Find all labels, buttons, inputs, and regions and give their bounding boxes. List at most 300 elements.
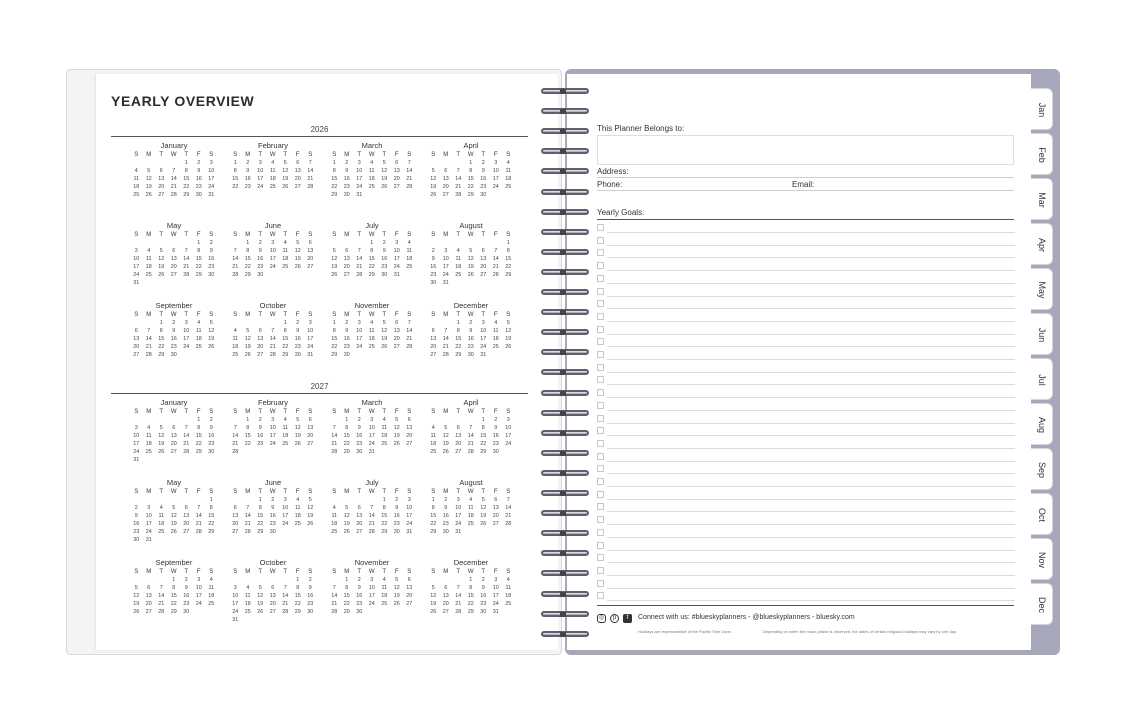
- month-grid: [328, 151, 416, 199]
- goal-line[interactable]: [607, 537, 1015, 538]
- day-cell: 26: [282, 184, 289, 190]
- day-cell: 11: [368, 328, 375, 334]
- day-cell: 5: [308, 497, 312, 503]
- tab-jul[interactable]: [1031, 358, 1053, 400]
- goal-line[interactable]: [607, 397, 1015, 398]
- day-cell: 11: [133, 176, 140, 182]
- weekday-header: M: [344, 232, 350, 238]
- goal-line[interactable]: [607, 575, 1015, 576]
- goal-line[interactable]: [607, 372, 1015, 373]
- day-cell: 15: [467, 593, 474, 599]
- goal-checkbox[interactable]: [597, 249, 604, 256]
- tab-dec[interactable]: [1031, 583, 1053, 625]
- goal-checkbox[interactable]: [597, 529, 604, 536]
- month-block: [427, 558, 515, 616]
- goal-checkbox[interactable]: [597, 389, 604, 396]
- day-cell: 26: [145, 192, 152, 198]
- weekday-header: T: [283, 489, 288, 495]
- goal-line[interactable]: [607, 524, 1015, 525]
- goal-line[interactable]: [607, 423, 1015, 424]
- day-cell: 1: [209, 497, 213, 503]
- goal-line[interactable]: [607, 245, 1015, 246]
- weekday-header: T: [382, 152, 387, 158]
- day-cell: 11: [195, 328, 202, 334]
- day-cell: 26: [381, 344, 388, 350]
- day-cell: 5: [431, 168, 435, 174]
- goal-line[interactable]: [607, 511, 1015, 512]
- empty-cell: [440, 416, 453, 424]
- goal-line[interactable]: [607, 384, 1015, 385]
- day-cell: 24: [356, 184, 363, 190]
- weekday-header: T: [481, 489, 486, 495]
- weekday-header: F: [394, 569, 399, 575]
- goal-line[interactable]: [607, 448, 1015, 449]
- goal-line[interactable]: [607, 270, 1015, 271]
- empty-cell: [242, 576, 255, 584]
- day-cell: 9: [258, 248, 262, 254]
- day-cell: 15: [244, 433, 251, 439]
- empty-cell: [229, 416, 242, 424]
- day-cell: 28: [368, 529, 375, 535]
- day-cell: 27: [492, 521, 499, 527]
- goal-checkbox[interactable]: [597, 465, 604, 472]
- day-cell: 18: [269, 176, 276, 182]
- day-cell: 22: [480, 441, 487, 447]
- day-cell: 3: [456, 497, 460, 503]
- spiral-ring: [541, 227, 589, 237]
- day-cell: 3: [134, 248, 138, 254]
- day-cell: 1: [296, 577, 300, 583]
- goal-checkbox[interactable]: [597, 288, 604, 295]
- goal-line[interactable]: [607, 499, 1015, 500]
- goal-checkbox[interactable]: [597, 262, 604, 269]
- day-cell: 14: [145, 336, 152, 342]
- day-cell: 24: [269, 441, 276, 447]
- day-cell: 14: [467, 433, 474, 439]
- goal-checkbox[interactable]: [597, 364, 604, 371]
- day-cell: 27: [269, 609, 276, 615]
- day-cell: 2: [395, 497, 399, 503]
- day-cell: 16: [393, 513, 400, 519]
- weekday-header: S: [506, 489, 511, 495]
- day-cell: 13: [393, 328, 400, 334]
- day-cell: 16: [257, 433, 264, 439]
- day-cell: 3: [444, 248, 448, 254]
- day-cell: 11: [331, 513, 338, 519]
- day-cell: 21: [406, 176, 413, 182]
- spiral-ring: [541, 528, 589, 538]
- goal-line[interactable]: [607, 588, 1015, 589]
- day-cell: 22: [183, 184, 190, 190]
- goal-checkbox[interactable]: [597, 567, 604, 574]
- goal-checkbox[interactable]: [597, 478, 604, 485]
- goal-checkbox[interactable]: [597, 491, 604, 498]
- day-cell: 20: [442, 184, 449, 190]
- day-cell: 26: [294, 441, 301, 447]
- weekday-header: T: [159, 232, 164, 238]
- day-cell: 3: [494, 160, 498, 166]
- day-cell: 31: [145, 537, 152, 543]
- day-cell: 10: [442, 256, 449, 262]
- goal-checkbox[interactable]: [597, 453, 604, 460]
- day-cell: 20: [307, 433, 314, 439]
- day-cell: 26: [442, 449, 449, 455]
- weekday-header: T: [184, 232, 189, 238]
- empty-cell: [279, 576, 292, 584]
- goal-checkbox[interactable]: [597, 224, 604, 231]
- day-cell: 3: [271, 417, 275, 423]
- day-cell: 25: [492, 344, 499, 350]
- weekday-header: T: [382, 409, 387, 415]
- day-cell: 3: [494, 577, 498, 583]
- day-cell: 18: [145, 264, 152, 270]
- address-line[interactable]: [597, 177, 1014, 178]
- day-cell: 31: [492, 609, 499, 615]
- weekday-header: T: [184, 312, 189, 318]
- day-cell: 4: [407, 240, 411, 246]
- goal-checkbox[interactable]: [597, 326, 604, 333]
- month-name: November: [354, 558, 390, 567]
- goal-checkbox[interactable]: [597, 427, 604, 434]
- goal-line[interactable]: [607, 321, 1015, 322]
- day-cell: 5: [469, 248, 473, 254]
- month-grid: [229, 311, 317, 359]
- tab-oct[interactable]: [1031, 493, 1053, 535]
- day-cell: 10: [368, 425, 375, 431]
- tab-mar[interactable]: [1031, 178, 1053, 220]
- day-cell: 15: [331, 176, 338, 182]
- day-cell: 6: [184, 505, 188, 511]
- day-cell: 30: [269, 529, 276, 535]
- month-grid: [427, 488, 515, 536]
- weekday-header: S: [134, 312, 139, 318]
- empty-cell: [341, 239, 354, 247]
- weekday-header: F: [394, 232, 399, 238]
- day-cell: 29: [244, 272, 251, 278]
- weekday-header: F: [295, 312, 300, 318]
- goal-checkbox[interactable]: [597, 351, 604, 358]
- goal-line[interactable]: [607, 308, 1015, 309]
- day-cell: 10: [145, 513, 152, 519]
- day-cell: 24: [442, 272, 449, 278]
- weekday-header: S: [308, 152, 313, 158]
- goal-checkbox[interactable]: [597, 516, 604, 523]
- goal-checkbox[interactable]: [597, 275, 604, 282]
- month-grid: [130, 488, 218, 544]
- email-label: Email:: [792, 180, 815, 189]
- day-cell: 3: [395, 240, 399, 246]
- day-cell: 20: [430, 344, 437, 350]
- day-cell: 1: [469, 160, 473, 166]
- weekday-header: T: [456, 232, 461, 238]
- weekday-header: S: [209, 489, 214, 495]
- tab-jan[interactable]: [1031, 88, 1053, 130]
- day-cell: 13: [232, 513, 239, 519]
- day-cell: 27: [442, 609, 449, 615]
- spiral-ring: [541, 307, 589, 317]
- day-cell: 3: [258, 160, 262, 166]
- day-cell: 27: [170, 272, 177, 278]
- day-cell: 11: [282, 425, 289, 431]
- day-cell: 27: [257, 352, 264, 358]
- day-cell: 8: [233, 168, 237, 174]
- day-cell: 1: [431, 497, 435, 503]
- empty-cell: [267, 319, 280, 327]
- day-cell: 7: [332, 585, 336, 591]
- weekday-header: W: [269, 152, 276, 158]
- day-cell: 29: [282, 352, 289, 358]
- weekday-header: S: [134, 489, 139, 495]
- weekday-header: S: [134, 409, 139, 415]
- day-cell: 5: [506, 320, 510, 326]
- goal-line[interactable]: [607, 550, 1015, 551]
- day-cell: 24: [356, 344, 363, 350]
- goal-checkbox[interactable]: [597, 415, 604, 422]
- day-cell: 2: [481, 577, 485, 583]
- day-cell: 19: [442, 441, 449, 447]
- day-cell: 12: [430, 593, 437, 599]
- day-cell: 11: [282, 248, 289, 254]
- day-cell: 4: [382, 417, 386, 423]
- day-cell: 29: [195, 272, 202, 278]
- month-name: April: [463, 141, 479, 150]
- empty-cell: [130, 576, 143, 584]
- day-cell: 9: [197, 168, 201, 174]
- goal-checkbox[interactable]: [597, 376, 604, 383]
- day-cell: 29: [505, 272, 512, 278]
- goal-checkbox[interactable]: [597, 554, 604, 561]
- day-cell: 9: [357, 585, 361, 591]
- day-cell: 3: [209, 160, 213, 166]
- owner-name-field[interactable]: [597, 135, 1014, 165]
- spiral-ring: [541, 428, 589, 438]
- weekday-header: W: [170, 489, 177, 495]
- day-cell: 3: [370, 577, 374, 583]
- day-cell: 16: [294, 336, 301, 342]
- goal-checkbox[interactable]: [597, 580, 604, 587]
- goal-line[interactable]: [607, 410, 1015, 411]
- day-cell: 3: [308, 320, 312, 326]
- day-cell: 23: [480, 601, 487, 607]
- weekday-header: F: [196, 152, 201, 158]
- day-cell: 16: [343, 336, 350, 342]
- weekday-header: T: [481, 409, 486, 415]
- goal-line[interactable]: [607, 283, 1015, 284]
- day-cell: 14: [170, 176, 177, 182]
- goal-line[interactable]: [607, 346, 1015, 347]
- weekday-header: T: [258, 152, 263, 158]
- empty-cell: [143, 159, 156, 167]
- day-cell: 28: [406, 184, 413, 190]
- contact-line[interactable]: [597, 190, 1014, 191]
- spiral-ring: [541, 347, 589, 357]
- day-cell: 23: [467, 344, 474, 350]
- weekday-header: T: [357, 409, 362, 415]
- day-cell: 26: [381, 184, 388, 190]
- goal-checkbox[interactable]: [597, 592, 604, 599]
- goal-line[interactable]: [607, 232, 1015, 233]
- day-cell: 16: [195, 176, 202, 182]
- day-cell: 19: [331, 264, 338, 270]
- facebook-icon[interactable]: f: [623, 614, 632, 623]
- day-cell: 17: [455, 513, 462, 519]
- day-cell: 24: [269, 264, 276, 270]
- empty-cell: [452, 576, 465, 584]
- day-cell: 18: [282, 256, 289, 262]
- day-cell: 29: [331, 352, 338, 358]
- day-cell: 29: [467, 192, 474, 198]
- weekday-header: T: [258, 569, 263, 575]
- empty-cell: [427, 239, 440, 247]
- instagram-icon[interactable]: ◎: [598, 615, 605, 621]
- tab-jun[interactable]: [1031, 313, 1053, 355]
- day-cell: 14: [183, 433, 190, 439]
- day-cell: 11: [430, 433, 437, 439]
- day-cell: 18: [406, 256, 413, 262]
- goal-line[interactable]: [607, 562, 1015, 563]
- day-cell: 13: [406, 585, 413, 591]
- day-cell: 19: [480, 513, 487, 519]
- day-cell: 31: [133, 457, 140, 463]
- day-cell: 26: [170, 529, 177, 535]
- weekday-header: M: [344, 409, 350, 415]
- day-cell: 3: [357, 320, 361, 326]
- year-label-2027: 2027: [310, 382, 329, 391]
- day-cell: 13: [294, 168, 301, 174]
- day-cell: 21: [442, 344, 449, 350]
- goal-checkbox[interactable]: [597, 542, 604, 549]
- weekday-header: M: [146, 312, 152, 318]
- day-cell: 21: [368, 521, 375, 527]
- empty-cell: [242, 496, 255, 504]
- empty-cell: [452, 239, 465, 247]
- day-cell: 3: [147, 505, 151, 511]
- day-cell: 12: [442, 433, 449, 439]
- empty-cell: [155, 239, 168, 247]
- weekday-header: T: [481, 569, 486, 575]
- day-cell: 30: [294, 352, 301, 358]
- weekday-header: S: [332, 569, 337, 575]
- day-cell: 28: [455, 609, 462, 615]
- goal-checkbox[interactable]: [597, 402, 604, 409]
- weekday-header: S: [134, 232, 139, 238]
- month-name: December: [453, 558, 489, 567]
- day-cell: 28: [244, 529, 251, 535]
- weekday-header: T: [357, 232, 362, 238]
- month-grid: [427, 151, 515, 199]
- tab-feb[interactable]: [1031, 133, 1053, 175]
- tab-apr[interactable]: [1031, 223, 1053, 265]
- empty-cell: [328, 239, 341, 247]
- day-cell: 8: [197, 425, 201, 431]
- tab-sep[interactable]: [1031, 448, 1053, 490]
- goal-checkbox[interactable]: [597, 440, 604, 447]
- goal-line[interactable]: [607, 473, 1015, 474]
- month-name: May: [166, 221, 182, 230]
- weekday-header: T: [258, 312, 263, 318]
- goal-checkbox[interactable]: [597, 313, 604, 320]
- month-block: [229, 221, 317, 279]
- day-cell: 27: [158, 192, 165, 198]
- day-cell: 22: [195, 264, 202, 270]
- belongs-to-label: This Planner Belongs to:: [597, 124, 685, 133]
- day-cell: 12: [467, 256, 474, 262]
- goal-line[interactable]: [607, 334, 1015, 335]
- goal-checkbox[interactable]: [597, 300, 604, 307]
- day-cell: 11: [269, 168, 276, 174]
- day-cell: 5: [481, 497, 485, 503]
- day-cell: 10: [356, 168, 363, 174]
- goal-checkbox[interactable]: [597, 503, 604, 510]
- goal-checkbox[interactable]: [597, 338, 604, 345]
- year-label-2026: 2026: [310, 125, 329, 134]
- tab-aug[interactable]: [1031, 403, 1053, 445]
- weekday-header: S: [431, 409, 436, 415]
- day-cell: 14: [356, 256, 363, 262]
- tab-label: Jun: [1037, 327, 1047, 343]
- goal-line[interactable]: [607, 461, 1015, 462]
- day-cell: 17: [257, 176, 264, 182]
- goal-line[interactable]: [607, 486, 1015, 487]
- day-cell: 7: [159, 585, 163, 591]
- day-cell: 18: [208, 593, 215, 599]
- goal-line[interactable]: [607, 359, 1015, 360]
- tab-may[interactable]: [1031, 268, 1053, 310]
- weekday-header: W: [467, 232, 474, 238]
- day-cell: 30: [343, 192, 350, 198]
- month-grid: [130, 408, 218, 464]
- empty-cell: [130, 496, 143, 504]
- tab-nov[interactable]: [1031, 538, 1053, 580]
- pinterest-icon[interactable]: p: [610, 614, 619, 623]
- weekday-header: S: [209, 569, 214, 575]
- goal-checkbox[interactable]: [597, 237, 604, 244]
- day-cell: 22: [467, 184, 474, 190]
- day-cell: 6: [407, 417, 411, 423]
- day-cell: 23: [133, 529, 140, 535]
- goal-line[interactable]: [607, 296, 1015, 297]
- day-cell: 6: [456, 425, 460, 431]
- day-cell: 27: [170, 449, 177, 455]
- day-cell: 23: [442, 521, 449, 527]
- goal-line[interactable]: [607, 435, 1015, 436]
- day-cell: 11: [381, 425, 388, 431]
- empty-cell: [155, 496, 168, 504]
- day-cell: 25: [282, 441, 289, 447]
- empty-cell: [229, 239, 242, 247]
- empty-cell: [452, 416, 465, 424]
- day-cell: 18: [331, 521, 338, 527]
- day-cell: 26: [133, 609, 140, 615]
- weekday-header: S: [233, 409, 238, 415]
- weekday-header: M: [146, 232, 152, 238]
- day-cell: 19: [430, 184, 437, 190]
- day-cell: 21: [195, 521, 202, 527]
- day-cell: 22: [368, 264, 375, 270]
- day-cell: 23: [307, 601, 314, 607]
- day-cell: 24: [393, 264, 400, 270]
- empty-cell: [180, 416, 193, 424]
- day-cell: 16: [343, 176, 350, 182]
- day-cell: 23: [480, 184, 487, 190]
- goal-line[interactable]: [607, 600, 1015, 601]
- spiral-ring: [541, 267, 589, 277]
- goal-line[interactable]: [607, 257, 1015, 258]
- month-grid: [130, 151, 218, 199]
- day-cell: 15: [170, 593, 177, 599]
- day-cell: 10: [356, 328, 363, 334]
- day-cell: 24: [307, 344, 314, 350]
